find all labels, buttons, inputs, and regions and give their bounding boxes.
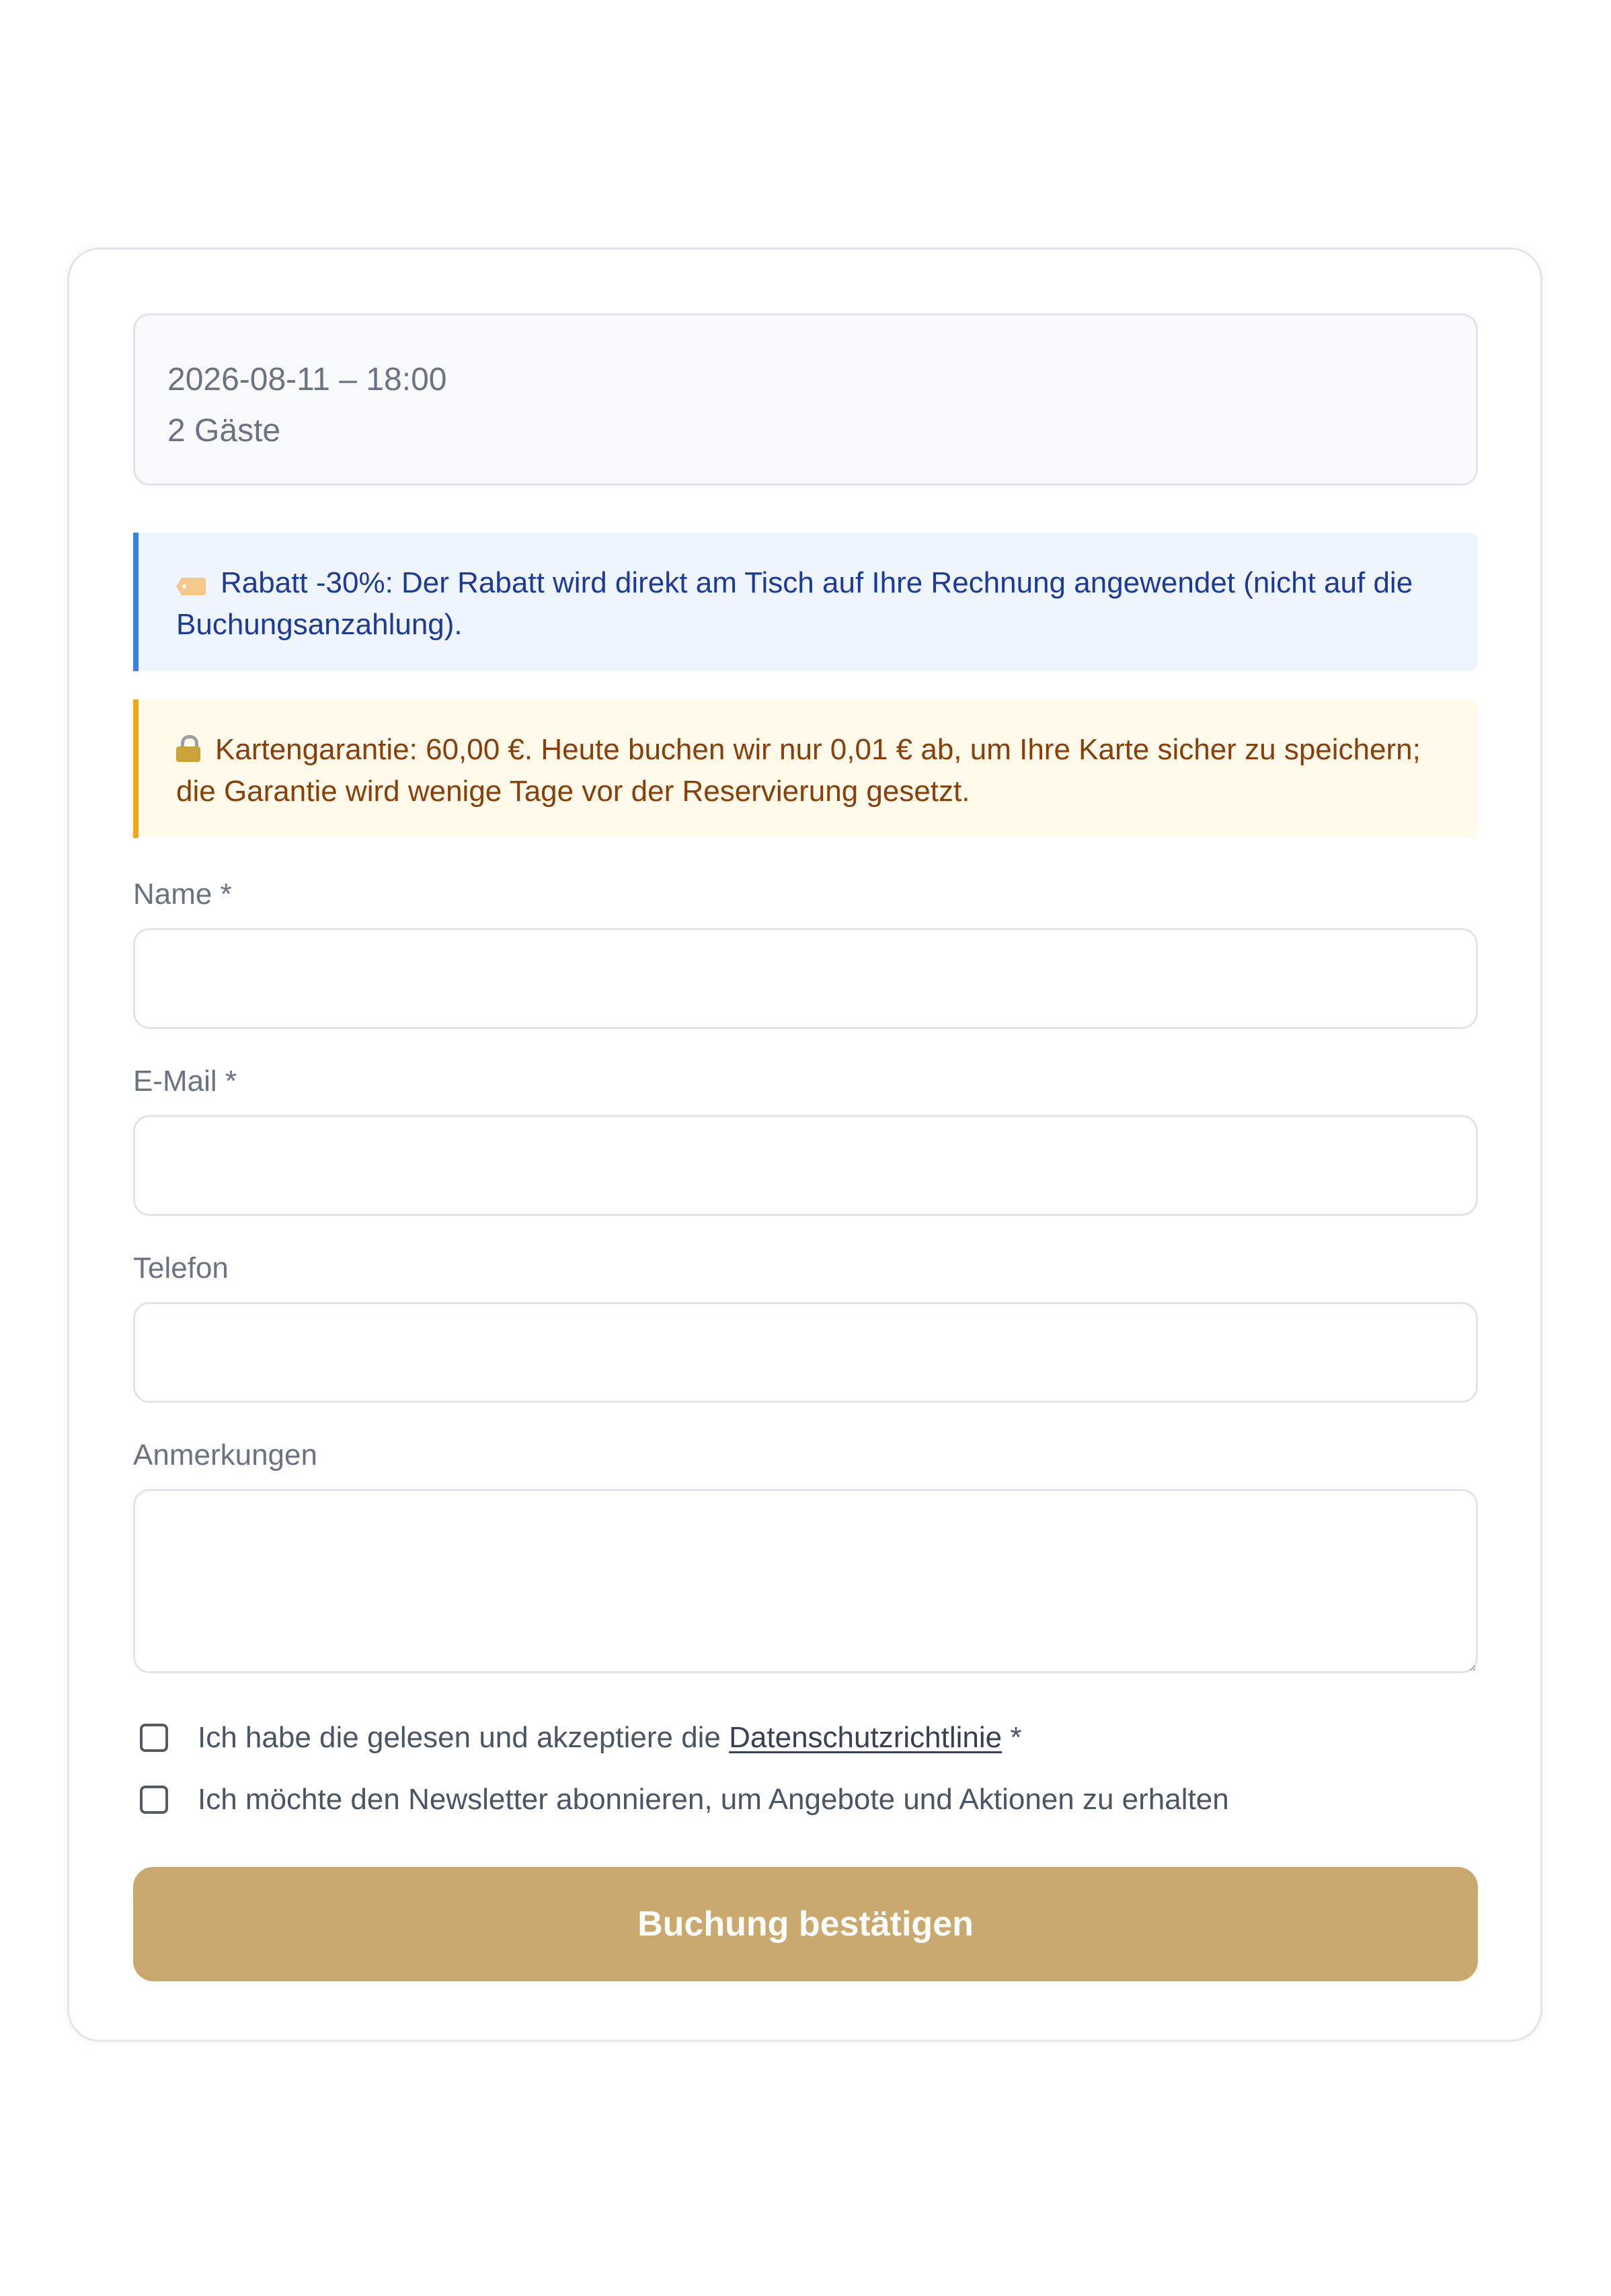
required-marker: * bbox=[1010, 1721, 1022, 1754]
card-guarantee-notice bbox=[133, 699, 1478, 838]
name-input[interactable] bbox=[133, 928, 1478, 1029]
privacy-policy-link[interactable]: Datenschutzrichtlinie bbox=[729, 1721, 1003, 1754]
email-input[interactable] bbox=[133, 1115, 1478, 1216]
notes-textarea[interactable] bbox=[133, 1489, 1478, 1673]
booking-guests: 2 Gäste bbox=[167, 413, 281, 449]
newsletter-consent-row bbox=[140, 1780, 1229, 1820]
privacy-checkbox[interactable] bbox=[140, 1724, 168, 1752]
booking-datetime: 2026-08-11 – 18:00 bbox=[167, 362, 447, 397]
phone-input[interactable] bbox=[133, 1302, 1478, 1403]
email-label: E-Mail * bbox=[133, 1065, 237, 1098]
privacy-consent-text: Ich habe die gelesen und akzeptiere die bbox=[198, 1721, 721, 1754]
card-guarantee-notice-text: Kartengarantie: 60,00 €. Heute buchen wir nur 0,01 € ab, um Ihre Karte sicher zu speichern; die Garantie wird wenige Tage vor der Reservierung gesetzt. bbox=[176, 733, 1421, 808]
privacy-consent-label bbox=[198, 1719, 1021, 1757]
name-label: Name * bbox=[133, 878, 232, 911]
discount-notice-text: Rabatt -30%: Der Rabatt wird direkt am Tisch auf Ihre Rechnung angewendet (nicht auf die Buchungsanzahlung). bbox=[176, 566, 1413, 641]
privacy-consent-row bbox=[140, 1718, 1021, 1758]
booking-summary bbox=[133, 313, 1478, 486]
discount-notice bbox=[133, 533, 1478, 671]
phone-label: Telefon bbox=[133, 1252, 229, 1285]
newsletter-checkbox[interactable] bbox=[140, 1786, 168, 1814]
newsletter-consent-text: Ich möchte den Newsletter abonnieren, um Angebote und Aktionen zu erhalten bbox=[198, 1783, 1229, 1816]
lock-icon bbox=[176, 735, 200, 762]
notes-label: Anmerkungen bbox=[133, 1439, 317, 1471]
tag-icon bbox=[176, 578, 206, 595]
confirm-booking-button[interactable]: Buchung bestätigen bbox=[133, 1867, 1478, 1981]
